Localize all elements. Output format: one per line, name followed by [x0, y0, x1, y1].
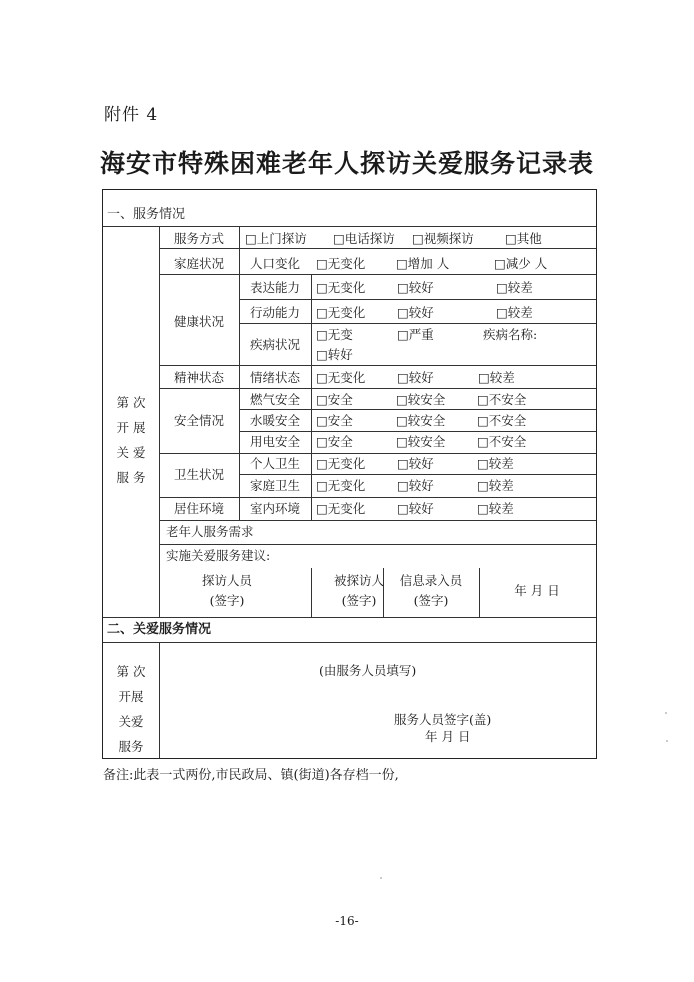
elderly-needs-label: 老年人服务需求 — [166, 524, 254, 539]
checkbox-mobility-poor[interactable]: □较差 — [496, 305, 533, 320]
item-electric-safety: 用电安全 — [249, 434, 300, 449]
checkbox-indoor-nochange[interactable]: □无变化 — [316, 501, 366, 516]
service-staff-signature: 服务人员签字(盖) — [394, 712, 492, 727]
checkbox-personal-poor[interactable]: □较差 — [477, 456, 514, 471]
checkbox-heating-unsafe[interactable]: □不安全 — [477, 413, 527, 428]
item-heating-safety: 水暖安全 — [249, 413, 300, 428]
item-indoor-env: 室内环境 — [249, 501, 300, 516]
checkbox-visit-video[interactable]: □视频探访 — [412, 231, 474, 246]
visited-signature-note: (签字) — [341, 593, 377, 608]
checkbox-electric-fairlysafe[interactable]: □较安全 — [396, 434, 446, 449]
item-expression: 表达能力 — [249, 280, 300, 295]
disease-name-label: 疾病名称: — [483, 327, 538, 342]
item-personal-hygiene: 个人卫生 — [249, 456, 300, 471]
checkbox-mobility-nochange[interactable]: □无变化 — [316, 305, 366, 320]
checkbox-electric-unsafe[interactable]: □不安全 — [477, 434, 527, 449]
annex-label: 附件 4 — [104, 105, 159, 125]
item-mood: 情绪状态 — [249, 370, 300, 385]
section-2-side-label: 第 次 开展 关爱 服务 — [116, 664, 146, 754]
checkbox-indoor-good[interactable]: □较好 — [397, 501, 434, 516]
checkbox-personal-good[interactable]: □较好 — [397, 456, 434, 471]
item-disease: 疾病状况 — [249, 337, 300, 352]
form-title: 海安市特殊困难老年人探访关爱服务记录表 — [99, 149, 594, 178]
checkbox-mood-good[interactable]: □较好 — [397, 370, 434, 385]
checkbox-mobility-good[interactable]: □较好 — [397, 305, 434, 320]
checkbox-mood-poor[interactable]: □较差 — [478, 370, 515, 385]
checkbox-visit-home[interactable]: □上门探访 — [245, 231, 307, 246]
fill-instruction: (由服务人员填写) — [319, 663, 417, 678]
checkbox-disease-severe[interactable]: □严重 — [397, 327, 434, 342]
section-1-heading: 一、服务情况 — [107, 207, 186, 222]
footnote: 备注:此表一式两份,市民政局、镇(街道)各存档一份, — [103, 768, 399, 783]
scan-speck — [665, 712, 667, 714]
checkbox-expression-poor[interactable]: □较差 — [496, 280, 533, 295]
signature-date: 年 月 日 — [514, 583, 560, 598]
visitor-signature-note: (签字) — [209, 593, 245, 608]
checkbox-home-good[interactable]: □较好 — [397, 478, 434, 493]
service-date: 年 月 日 — [425, 729, 471, 744]
category-health: 健康状况 — [173, 314, 224, 329]
item-home-hygiene: 家庭卫生 — [249, 478, 300, 493]
checkbox-gas-safe[interactable]: □安全 — [316, 392, 353, 407]
checkbox-gas-fairlysafe[interactable]: □较安全 — [396, 392, 446, 407]
checkbox-home-poor[interactable]: □较差 — [477, 478, 514, 493]
checkbox-disease-nochange[interactable]: □无变 — [316, 327, 353, 342]
page-number: -16- — [335, 914, 359, 928]
checkbox-electric-safe[interactable]: □安全 — [316, 434, 353, 449]
recorder-signature-note: (签字) — [413, 593, 449, 608]
checkbox-family-increase[interactable]: □增加 人 — [396, 256, 450, 271]
scan-speck — [666, 740, 668, 742]
checkbox-visit-phone[interactable]: □电话探访 — [333, 231, 395, 246]
recorder-signature-label: 信息录入员 — [399, 573, 463, 588]
checkbox-gas-unsafe[interactable]: □不安全 — [477, 392, 527, 407]
item-mobility: 行动能力 — [249, 305, 300, 320]
checkbox-family-nochange[interactable]: □无变化 — [316, 256, 366, 271]
checkbox-indoor-poor[interactable]: □较差 — [477, 501, 514, 516]
category-safety: 安全情况 — [173, 413, 224, 428]
category-mental: 精神状态 — [173, 370, 224, 385]
checkbox-personal-nochange[interactable]: □无变化 — [316, 456, 366, 471]
checkbox-home-nochange[interactable]: □无变化 — [316, 478, 366, 493]
checkbox-family-decrease[interactable]: □减少 人 — [494, 256, 548, 271]
visitor-signature-label: 探访人员 — [201, 573, 252, 588]
visited-signature-label: 被探访人 — [333, 573, 384, 588]
category-service-mode: 服务方式 — [173, 231, 224, 246]
checkbox-expression-good[interactable]: □较好 — [397, 280, 434, 295]
checkbox-heating-safe[interactable]: □安全 — [316, 413, 353, 428]
checkbox-disease-better[interactable]: □转好 — [316, 347, 353, 362]
scan-speck — [380, 877, 382, 879]
checkbox-mood-nochange[interactable]: □无变化 — [316, 370, 366, 385]
category-family: 家庭状况 — [173, 256, 224, 271]
item-population-change: 人口变化 — [249, 256, 300, 271]
service-advice-label: 实施关爱服务建议: — [166, 548, 271, 563]
category-hygiene: 卫生状况 — [173, 467, 224, 482]
section-1-side-label: 第 次 开 展 关 爱 服 务 — [116, 395, 146, 485]
checkbox-visit-other[interactable]: □其他 — [505, 231, 542, 246]
section-2-heading: 二、关爱服务情况 — [107, 622, 212, 637]
category-living: 居住环境 — [173, 501, 224, 516]
checkbox-heating-fairlysafe[interactable]: □较安全 — [396, 413, 446, 428]
item-gas-safety: 燃气安全 — [249, 392, 300, 407]
checkbox-expression-nochange[interactable]: □无变化 — [316, 280, 366, 295]
